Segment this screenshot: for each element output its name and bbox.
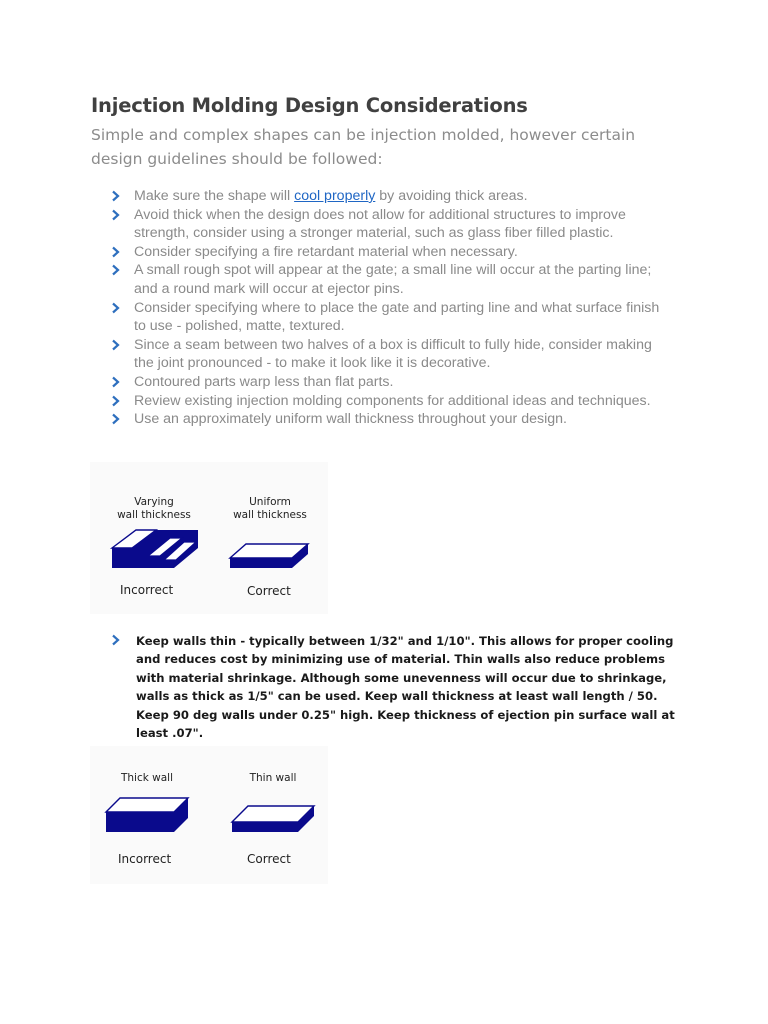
- chevron-right-icon: [110, 376, 122, 388]
- list-item: [110, 336, 670, 373]
- list-item-text: Use an approximately uniform wall thickness throughout your design.: [134, 411, 567, 428]
- chevron-right-icon: [110, 302, 122, 314]
- list-item: [110, 392, 670, 411]
- guideline-list: [110, 187, 670, 429]
- list-item: [110, 187, 670, 206]
- chevron-right-icon: [110, 264, 122, 276]
- wall-thickness-figure: [90, 462, 328, 614]
- chevron-right-icon: [110, 190, 122, 202]
- figure-label: Thick wall: [120, 772, 174, 784]
- list-item-text: by avoiding thick areas.: [375, 188, 528, 204]
- list-item-text: A small rough spot will appear at the gate; a small line will occur at the parting line; and a round mark will occur at ejector pins.: [134, 262, 652, 297]
- note-text: Keep walls thin - typically between 1/32" and 1/10". This allows for proper cooling and reduces cost by minimizing use of material. Thin walls also reduce problems with material shrinkage. Although some unevenness will occur due to shrinkage, walls as thick as 1/5" can be used. Keep wall thickness at least wall length / 50. Keep 90 deg walls under 0.25" high. Keep thickness of ejection pin surface wall at least .07".: [136, 634, 675, 741]
- chevron-right-icon: [110, 395, 122, 407]
- list-item: [110, 243, 670, 262]
- list-item-text: Review existing injection molding components for additional ideas and techniques.: [134, 392, 651, 409]
- list-item-text: Avoid thick when the design does not allow for additional structures to improve strength, consider using a stronger material, such as glass fiber filled plastic.: [134, 206, 626, 242]
- list-item: [110, 261, 670, 298]
- list-item-text: Since a seam between two halves of a box is difficult to fully hide, consider making the joint pronounced - to make it look like it is decorative.: [134, 336, 652, 372]
- list-item: [110, 373, 670, 392]
- figure-label: Varying wall thickness: [117, 496, 191, 521]
- thick-thin-wall-figure: [90, 746, 328, 884]
- cool-properly-link[interactable]: cool properly: [294, 188, 376, 204]
- list-item-text: Make sure the shape will: [134, 188, 295, 204]
- wall-thickness-note: [110, 632, 680, 742]
- list-item: [110, 299, 670, 336]
- chevron-right-icon: [110, 339, 122, 351]
- chevron-right-icon: [110, 209, 122, 221]
- page-title: Injection Molding Design Considerations: [91, 94, 528, 117]
- incorrect-caption: Incorrect: [120, 583, 174, 597]
- page-subtitle: Simple and complex shapes can be injection molded, however certain design guidelines should be followed:: [91, 126, 636, 168]
- thick-wall-shape: [104, 796, 190, 836]
- incorrect-caption: Incorrect: [118, 852, 172, 866]
- list-item-text: Consider specifying a fire retardant material when necessary.: [134, 243, 518, 260]
- chevron-right-icon: [110, 413, 122, 425]
- chevron-right-icon: [110, 634, 122, 646]
- figure-label: Thin wall: [249, 772, 297, 784]
- thin-wall-shape: [230, 802, 316, 836]
- list-item: [110, 410, 670, 429]
- correct-caption: Correct: [247, 584, 291, 598]
- figure-label: Uniform wall thickness: [233, 496, 307, 521]
- list-item-text: Contoured parts warp less than flat parts.: [134, 373, 394, 390]
- chevron-right-icon: [110, 246, 122, 258]
- correct-caption: Correct: [247, 852, 291, 866]
- varying-wall-shape: [108, 524, 203, 574]
- list-item: [110, 206, 670, 243]
- list-item-text: Consider specifying where to place the gate and parting line and what surface finish to use - polished, matte, textured.: [134, 299, 660, 335]
- uniform-wall-shape: [228, 538, 312, 572]
